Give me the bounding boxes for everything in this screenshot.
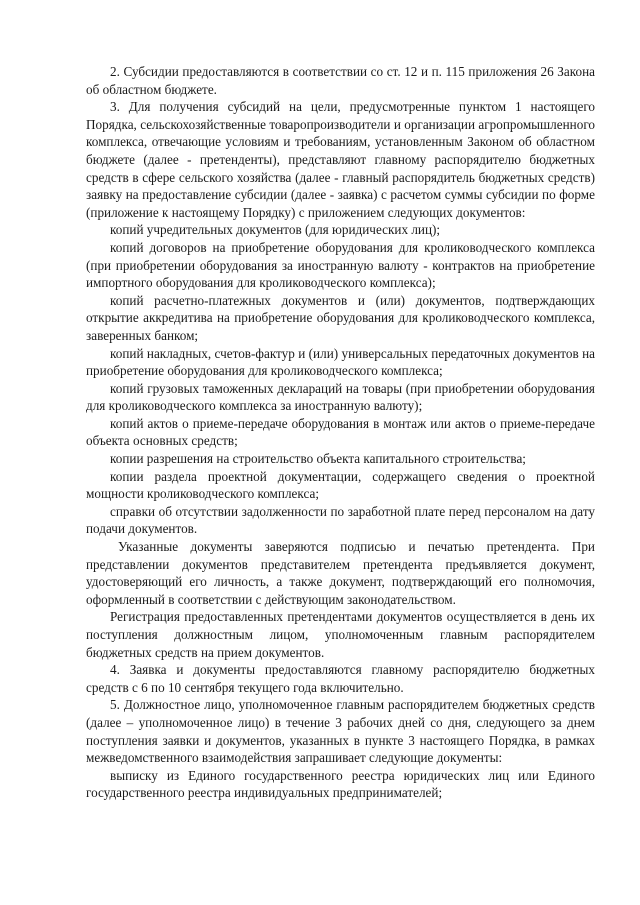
list-item-equipment-contracts: копий договоров на приобретение оборудования для кролиководческого комплекса (при приобретении оборудования за иностранную валюту - контрактов на приобретение импортного оборудования для кролиководческого комплекса); (86, 239, 595, 291)
paragraph-4-submission-dates: 4. Заявка и документы предоставляются главному распорядителю бюджетных средств с 6 по 10 сентября текущего года включительно. (86, 662, 595, 695)
list-item-no-wage-debt-certificate: справки об отсутствии задолженности по заработной плате перед персоналом на дату подачи документов. (86, 503, 595, 537)
paragraph-3-application-requirements: 3. Для получения субсидий на цели, предусмотренные пунктом 1 настоящего Порядка, сельскохозяйственные товаропроизводители и организации агропромышленного комплекса, отвечающие условиям и требованиям, установленным Законом об областном бюджете (далее - претенденты), представляют главному распорядителю бюджетных средств в сфере сельского хозяйства (далее - главный распорядитель бюджетных средств) заявку на предоставление субсидии (далее - заявка) с расчетом суммы субсидии по форме (приложение к настоящему Порядку) с приложением следующих документов: (86, 99, 595, 220)
list-item-customs-declarations: копий грузовых таможенных деклараций на товары (при приобретении оборудования для кролиководческого комплекса за иностранную валюту); (86, 380, 595, 414)
paragraph-5-interagency-request: 5. Должностное лицо, уполномоченное главным распорядителем бюджетных средств (далее – уполномоченное лицо) в течение 3 рабочих дней со дня, следующего за днем поступления заявки и документов, указанных в пункте 3 настоящего Порядка, в рамках межведомственного взаимодействия запрашивает следующие документы: (86, 697, 595, 766)
paragraph-document-certification: Указанные документы заверяются подписью и печатью претендента. При представлении документов представителем претендента предъявляется документ, удостоверяющий его личность, а также документ, подтверждающий его полномочия, оформленный в соответствии с действующим законодательством. (86, 539, 595, 607)
list-item-construction-permit: копии разрешения на строительство объекта капитального строительства; (110, 451, 526, 467)
list-item-invoices: копий накладных, счетов-фактур и (или) универсальных передаточных документов на приобретение оборудования для кролиководческого комплекса; (86, 345, 595, 379)
list-item-founding-documents: копий учредительных документов (для юридических лиц); (110, 222, 441, 238)
document-body (86, 63, 595, 802)
list-item-acceptance-acts: копий актов о приеме-передаче оборудования в монтаж или актов о приеме-передаче объекта основных средств; (86, 415, 595, 449)
list-item-registry-extract: выписку из Единого государственного реестра юридических лиц или Единого государственного реестра индивидуальных предпринимателей; (86, 767, 595, 801)
list-item-project-documentation: копии раздела проектной документации, содержащего сведения о проектной мощности кролиководческого комплекса; (86, 468, 595, 502)
list-item-payment-documents: копий расчетно-платежных документов и (или) документов, подтверждающих открытие аккредитива на приобретение оборудования для кролиководческого комплекса, заверенных банком; (86, 292, 595, 343)
paragraph-registration: Регистрация предоставленных претендентами документов осуществляется в день их поступления должностным лицом, уполномоченным главным распорядителем бюджетных средств на прием документов. (86, 609, 595, 660)
paragraph-2-subsidies-basis: 2. Субсидии предоставляются в соответствии со ст. 12 и п. 115 приложения 26 Закона об областном бюджете. (86, 64, 595, 97)
